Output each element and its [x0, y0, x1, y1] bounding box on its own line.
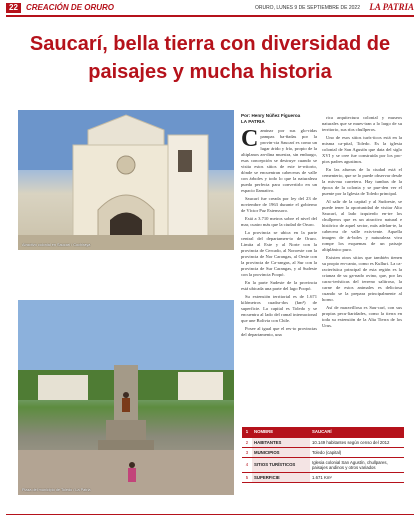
table-row [242, 427, 404, 437]
paragraph: Así de maravillosa es Sau-carí, con sus propias pecu-liaridades, como la tierra en toda su extensión de la Alta Tierra de los Urus. [322, 305, 402, 328]
paragraph: La provincia se ubica en la parte central del departamen-to de Oruro. Limita al Este y al Norte con la provincia de Cercado, al Noroeste con la provincia de Nor Carangas, al Oeste con la provincia de Ca-rangas, al Sur con la provincia de Sur Carangas, y al Sudeste con la provincia Poopó. [241, 230, 317, 277]
table-row [242, 447, 404, 457]
table-cell: SITIOS TURÍSTICOS [252, 457, 310, 472]
paragraph: Posee al igual que el res-to provincias del departamento, una [241, 326, 317, 337]
paragraph: Está a 3.710 metros sobre el nivel del mar, cuatro más que la ciudad de Oruro. [241, 216, 317, 227]
table-cell: SUPERFICIE [252, 472, 310, 482]
table-row [242, 437, 404, 447]
paragraph: Al salir de la capital y al Sudoeste, se puede tener la oportunidad de visitar Alto Saucarí, al lado izquierdo en-tre los chullperos que es un atractivo natural e histórico de aquel sector, más adelan-te, la cabecera de valle exis-tente. Aquella imagen de ár-boles y naturaleza viva rompe los esquemas de un paisaje altiplánico puro. [322, 199, 402, 252]
table-cell: 1.671 Km² [310, 472, 404, 482]
byline-outlet: LA PATRIA [241, 119, 265, 124]
photo1-caption: Atractivo colonial en Saucarí / Cochiraya [22, 243, 91, 247]
table-cell: 1 [242, 427, 252, 437]
photo-colonial-church [18, 110, 234, 250]
table-cell: 2 [242, 437, 252, 447]
paragraph: rica arquitectura colonial y museos naturales que se mues-tran a lo largo de su territorio, sus ríos chullperos. [322, 115, 402, 132]
paragraph: Existen otros sitios que también tienen su propio en-canto, como es Kulluri. La ca-racterística principal de esta región es la crianza de su ga-nado ovino, que, por las carac-terísticas del terreno salitroso, la carne de estos animales es deliciosa cuando se la prepara principalmente al horno. [322, 255, 402, 302]
paragraph: aminar por sus glo-ridas pampas ba-ñadas por la provin-cia Saucarí es como un lugar árido y frío, propio de la altiplanos an-dina muestra, sin embargo, esas concepción se destruye cuando se visita estos sitios de este te-rritorio, dónde se encuentran cabeceras de valle con árboles y todo lo que la naturaleza pueda perfecta para convertirlo en un espacio llamativo. [241, 128, 317, 193]
footer-rule [6, 514, 414, 515]
header-rule [6, 15, 414, 17]
page-header [0, 0, 420, 16]
paragraph: En la parte Sudeste de la provincia está ubicada una parte del lago Poopó. [241, 280, 317, 291]
table-cell: HABITANTES [252, 437, 310, 447]
plaza-illustration [18, 300, 234, 495]
facts-table [242, 427, 404, 483]
table-row [242, 457, 404, 472]
article-column-2 [322, 115, 402, 399]
table-cell: 5 [242, 472, 252, 482]
table-cell: Iglesia colonial San Agustín, chullpares, paisajes andinos y otros variados [310, 457, 404, 472]
table-cell: NOMBRE [252, 427, 310, 437]
table-cell: 4 [242, 457, 252, 472]
table-cell: SAUCARÍ [310, 427, 404, 437]
drop-cap: C [241, 126, 259, 152]
newspaper-logo: LA PATRIA [369, 2, 414, 12]
section-title: CREACIÓN DE ORURO [26, 3, 115, 12]
paragraph: En las afueras de la ciudad está el cementerio, que se lo puede observar desde la mis-ma carretera. Hay tumbas de la época de la colonia y se pue-den ver el puente por la Iglesia de Toledo principal. [322, 167, 402, 196]
table-cell: Toledo (capital) [310, 447, 404, 457]
photo-toledo-plaza [18, 300, 234, 495]
paragraph: Saucarí fue creada por ley del 23 de noviembre de 1963 durante el gobierno de Víctor Paz Estenssoro. [241, 196, 317, 213]
article-headline: Saucarí, bella tierra con diversidad de paisajes y mucha historia [29, 33, 391, 83]
table-cell: MUNICIPIOS [252, 447, 310, 457]
paragraph: Uno de esos sitios turís-ticos está en la misma ca-pital, Toledo. Es la iglesia colonial de San Agustín que data del siglo XVI y se cree fue construida por los pro-pios padres agustinos. [322, 135, 402, 164]
church-illustration [18, 110, 234, 250]
issue-date: ORURO, LUNES 9 DE SEPTIEMBRE DE 2022 [254, 5, 360, 11]
byline-author: Por: Henry Núñez Figueroa [241, 113, 301, 118]
photo2-caption: Plaza del municipio de Toledo / La Patria [22, 488, 91, 492]
paragraph: Su extensión territorial es de 1.671 kilómetros cuadra-dos (km²) de superficie. La capital es Toledo y se encuentra al lado del ramal internacional que une Bolivia con Chile. [241, 294, 317, 323]
table-cell: 10.149 habitantes según censo del 2012 [310, 437, 404, 447]
article-column-1 [241, 128, 317, 428]
table-cell: 3 [242, 447, 252, 457]
table-row [242, 472, 404, 482]
page-number: 22 [6, 3, 21, 13]
